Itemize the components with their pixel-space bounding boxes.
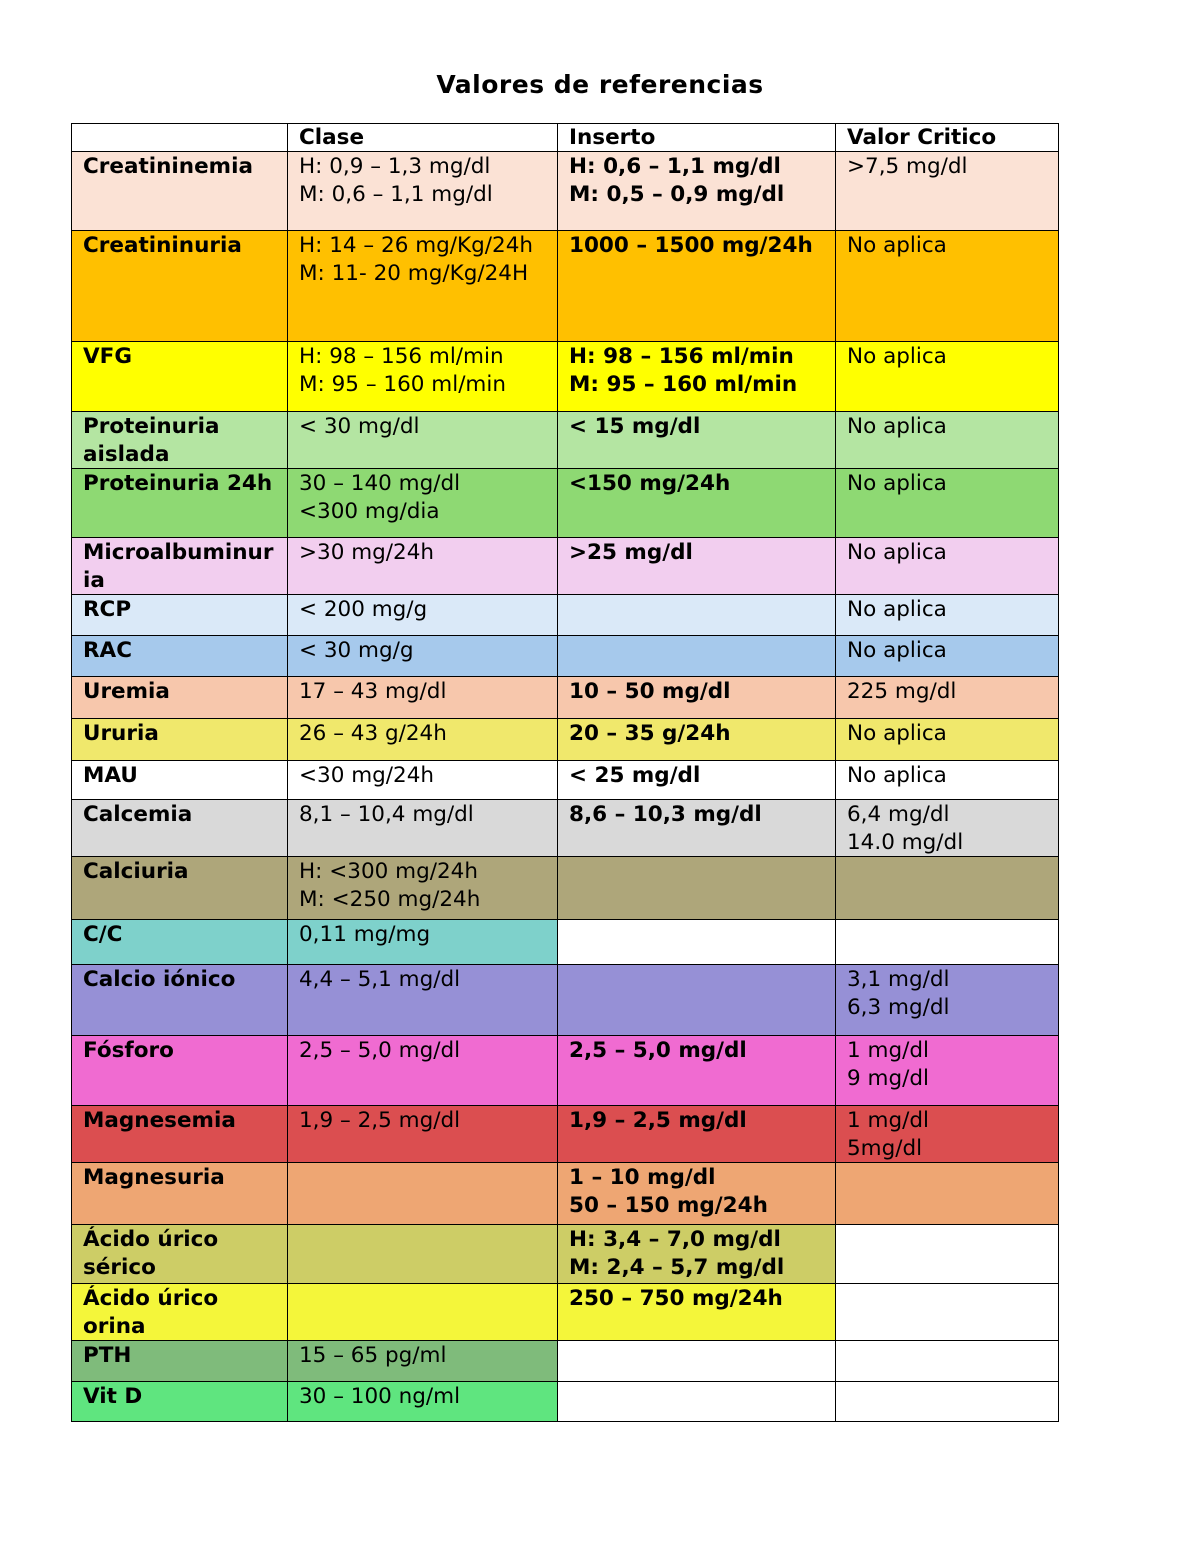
row-name: Creatininuria: [83, 233, 242, 258]
inserto-cell: [558, 231, 836, 342]
row-name-cell: [72, 152, 288, 231]
inserto-cell: [558, 677, 836, 719]
inserto-value: < 25 mg/dl: [569, 763, 701, 788]
table-row: [72, 342, 1059, 412]
inserto-value: M: 0,5 – 0,9 mg/dl: [569, 181, 785, 207]
row-name-cell: [72, 231, 288, 342]
table-row: [72, 1106, 1059, 1163]
clase-cell: [288, 857, 558, 920]
clase-value: <300 mg/dia: [299, 498, 440, 524]
row-name-cell: [72, 920, 288, 965]
critico-value: 225 mg/dl: [847, 679, 957, 704]
table-row: [72, 538, 1059, 595]
row-name-cell: [72, 469, 288, 538]
inserto-cell: [558, 1163, 836, 1225]
clase-cell: [288, 342, 558, 412]
inserto-value: 1 – 10 mg/dl: [569, 1165, 716, 1190]
table-row: [72, 761, 1059, 800]
inserto-value: 50 – 150 mg/24h: [569, 1192, 768, 1218]
critico-value: 14.0 mg/dl: [847, 829, 964, 855]
inserto-value: <150 mg/24h: [569, 471, 731, 496]
row-name: Calciuria: [83, 859, 189, 884]
row-name: Ururia: [83, 721, 159, 746]
row-name: Proteinuria aislada: [83, 414, 220, 467]
inserto-value: M: 2,4 – 5,7 mg/dl: [569, 1254, 785, 1280]
critico-cell: [836, 636, 1059, 677]
critico-cell: [836, 1036, 1059, 1106]
inserto-value: H: 98 – 156 ml/min: [569, 344, 794, 369]
clase-value: H: <300 mg/24h: [299, 859, 478, 884]
critico-cell: [836, 538, 1059, 595]
critico-value: 6,3 mg/dl: [847, 994, 950, 1020]
inserto-value: < 15 mg/dl: [569, 414, 701, 439]
clase-value: H: 14 – 26 mg/Kg/24h: [299, 233, 534, 258]
critico-cell: [836, 1284, 1059, 1341]
row-name: Magnesuria: [83, 1165, 225, 1190]
table-row: [72, 800, 1059, 857]
row-name: RAC: [83, 638, 132, 663]
inserto-value: 20 – 35 g/24h: [569, 721, 731, 746]
critico-cell: [836, 412, 1059, 469]
table-row: [72, 719, 1059, 761]
row-name-cell: [72, 1036, 288, 1106]
row-name: Creatininemia: [83, 154, 253, 179]
row-name: Fósforo: [83, 1038, 174, 1063]
row-name: Magnesemia: [83, 1108, 236, 1133]
clase-value: 0,11 mg/mg: [299, 922, 431, 947]
clase-cell: [288, 595, 558, 636]
inserto-cell: [558, 920, 836, 965]
table-body: [72, 152, 1059, 1422]
row-name-cell: [72, 1382, 288, 1422]
clase-value: 8,1 – 10,4 mg/dl: [299, 802, 474, 827]
clase-value: 30 – 100 ng/ml: [299, 1384, 461, 1409]
row-name: VFG: [83, 344, 132, 369]
row-name: PTH: [83, 1343, 132, 1368]
reference-values-table: [71, 123, 1059, 1422]
row-name-cell: [72, 342, 288, 412]
table-row: [72, 152, 1059, 231]
critico-cell: [836, 1163, 1059, 1225]
critico-cell: [836, 761, 1059, 800]
row-name-cell: [72, 595, 288, 636]
row-name-cell: [72, 761, 288, 800]
clase-value: M: 11- 20 mg/Kg/24H: [299, 260, 529, 286]
row-name-cell: [72, 1284, 288, 1341]
inserto-value: 8,6 – 10,3 mg/dl: [569, 802, 762, 827]
clase-value: H: 98 – 156 ml/min: [299, 344, 504, 369]
row-name: Calcemia: [83, 802, 193, 827]
critico-value: No aplica: [847, 414, 947, 439]
inserto-cell: [558, 1036, 836, 1106]
critico-cell: [836, 857, 1059, 920]
clase-cell: [288, 1163, 558, 1225]
row-name-cell: [72, 800, 288, 857]
table-row: [72, 231, 1059, 342]
clase-cell: [288, 719, 558, 761]
inserto-cell: [558, 595, 836, 636]
clase-cell: [288, 538, 558, 595]
inserto-value: 1,9 – 2,5 mg/dl: [569, 1108, 747, 1133]
critico-value: 5mg/dl: [847, 1135, 923, 1161]
critico-value: >7,5 mg/dl: [847, 154, 968, 179]
critico-value: No aplica: [847, 721, 947, 746]
row-name-cell: [72, 1163, 288, 1225]
clase-value: M: 0,6 – 1,1 mg/dl: [299, 181, 493, 207]
table-row: [72, 677, 1059, 719]
inserto-cell: [558, 1106, 836, 1163]
row-name: Microalbuminuria: [83, 540, 274, 593]
clase-cell: [288, 412, 558, 469]
row-name: Ácido úrico sérico: [83, 1227, 219, 1280]
table-row: [72, 857, 1059, 920]
critico-value: 1 mg/dl: [847, 1108, 929, 1133]
clase-cell: [288, 920, 558, 965]
table-row: [72, 920, 1059, 965]
critico-value: 1 mg/dl: [847, 1038, 929, 1063]
clase-value: < 30 mg/dl: [299, 414, 420, 439]
row-name: RCP: [83, 597, 132, 622]
clase-cell: [288, 1036, 558, 1106]
clase-cell: [288, 231, 558, 342]
clase-value: 17 – 43 mg/dl: [299, 679, 447, 704]
row-name: Vit D: [83, 1384, 143, 1409]
inserto-cell: [558, 342, 836, 412]
table-row: [72, 965, 1059, 1036]
header-row: [72, 124, 1059, 152]
header-empty: [72, 124, 288, 152]
inserto-value: 250 – 750 mg/24h: [569, 1286, 783, 1311]
row-name-cell: [72, 636, 288, 677]
inserto-value: 2,5 – 5,0 mg/dl: [569, 1038, 747, 1063]
clase-value: 1,9 – 2,5 mg/dl: [299, 1108, 461, 1133]
clase-cell: [288, 1225, 558, 1284]
clase-value: M: <250 mg/24h: [299, 886, 481, 912]
critico-value: No aplica: [847, 471, 947, 496]
row-name-cell: [72, 719, 288, 761]
critico-value: No aplica: [847, 344, 947, 369]
row-name-cell: [72, 857, 288, 920]
clase-value: H: 0,9 – 1,3 mg/dl: [299, 154, 491, 179]
critico-cell: [836, 965, 1059, 1036]
table-row: [72, 1036, 1059, 1106]
clase-value: >30 mg/24h: [299, 540, 435, 565]
table-row: [72, 412, 1059, 469]
clase-value: 2,5 – 5,0 mg/dl: [299, 1038, 461, 1063]
row-name: Calcio iónico: [83, 967, 236, 992]
row-name-cell: [72, 538, 288, 595]
inserto-value: M: 95 – 160 ml/min: [569, 371, 798, 397]
table-row: [72, 1163, 1059, 1225]
inserto-cell: [558, 538, 836, 595]
row-name-cell: [72, 677, 288, 719]
table-row: [72, 1225, 1059, 1284]
clase-value: < 200 mg/g: [299, 597, 428, 622]
clase-value: < 30 mg/g: [299, 638, 414, 663]
critico-value: No aplica: [847, 763, 947, 788]
critico-cell: [836, 595, 1059, 636]
header-inserto: Inserto: [558, 124, 836, 152]
inserto-cell: [558, 469, 836, 538]
clase-cell: [288, 761, 558, 800]
table-row: [72, 1382, 1059, 1422]
critico-cell: [836, 231, 1059, 342]
clase-value: <30 mg/24h: [299, 763, 435, 788]
row-name: Ácido úrico orina: [83, 1286, 219, 1339]
clase-value: M: 95 – 160 ml/min: [299, 371, 506, 397]
inserto-value: 10 – 50 mg/dl: [569, 679, 731, 704]
critico-cell: [836, 1106, 1059, 1163]
clase-cell: [288, 469, 558, 538]
clase-cell: [288, 152, 558, 231]
critico-cell: [836, 1225, 1059, 1284]
critico-cell: [836, 1382, 1059, 1422]
critico-cell: [836, 800, 1059, 857]
critico-value: No aplica: [847, 540, 947, 565]
critico-cell: [836, 469, 1059, 538]
clase-value: 15 – 65 pg/ml: [299, 1343, 447, 1368]
row-name-cell: [72, 1225, 288, 1284]
clase-value: 4,4 – 5,1 mg/dl: [299, 967, 461, 992]
row-name-cell: [72, 1341, 288, 1382]
inserto-cell: [558, 1225, 836, 1284]
clase-cell: [288, 1284, 558, 1341]
clase-cell: [288, 1341, 558, 1382]
inserto-value: H: 3,4 – 7,0 mg/dl: [569, 1227, 781, 1252]
critico-value: No aplica: [847, 597, 947, 622]
table-row: [72, 1284, 1059, 1341]
row-name: Uremia: [83, 679, 170, 704]
inserto-cell: [558, 152, 836, 231]
critico-value: 9 mg/dl: [847, 1065, 929, 1091]
clase-cell: [288, 800, 558, 857]
inserto-value: H: 0,6 – 1,1 mg/dl: [569, 154, 781, 179]
clase-cell: [288, 1106, 558, 1163]
header-valor-critico: Valor Critico: [836, 124, 1059, 152]
inserto-cell: [558, 1284, 836, 1341]
critico-cell: [836, 677, 1059, 719]
row-name-cell: [72, 965, 288, 1036]
inserto-value: 1000 – 1500 mg/24h: [569, 233, 813, 258]
critico-value: 6,4 mg/dl: [847, 802, 950, 827]
inserto-cell: [558, 719, 836, 761]
clase-cell: [288, 1382, 558, 1422]
inserto-cell: [558, 1341, 836, 1382]
table-row: [72, 1341, 1059, 1382]
row-name: MAU: [83, 763, 138, 788]
critico-value: 3,1 mg/dl: [847, 967, 950, 992]
table-row: [72, 636, 1059, 677]
table-row: [72, 469, 1059, 538]
inserto-cell: [558, 857, 836, 920]
row-name: C/C: [83, 922, 123, 947]
inserto-cell: [558, 1382, 836, 1422]
clase-cell: [288, 677, 558, 719]
table-row: [72, 595, 1059, 636]
inserto-cell: [558, 800, 836, 857]
inserto-cell: [558, 965, 836, 1036]
inserto-cell: [558, 761, 836, 800]
clase-cell: [288, 965, 558, 1036]
clase-value: 30 – 140 mg/dl: [299, 471, 461, 496]
critico-value: No aplica: [847, 638, 947, 663]
critico-cell: [836, 342, 1059, 412]
clase-value: 26 – 43 g/24h: [299, 721, 447, 746]
critico-cell: [836, 920, 1059, 965]
inserto-value: >25 mg/dl: [569, 540, 693, 565]
page-title: Valores de referencias: [436, 70, 764, 99]
row-name-cell: [72, 1106, 288, 1163]
inserto-cell: [558, 636, 836, 677]
critico-value: No aplica: [847, 233, 947, 258]
critico-cell: [836, 1341, 1059, 1382]
row-name-cell: [72, 412, 288, 469]
critico-cell: [836, 152, 1059, 231]
critico-cell: [836, 719, 1059, 761]
row-name: Proteinuria 24h: [83, 471, 273, 496]
clase-cell: [288, 636, 558, 677]
inserto-cell: [558, 412, 836, 469]
header-clase: Clase: [288, 124, 558, 152]
